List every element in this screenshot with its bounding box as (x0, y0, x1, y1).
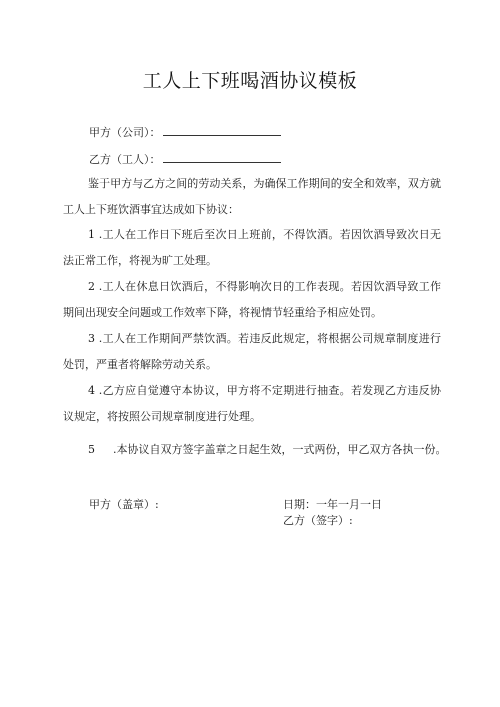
sign-date: 日期：一年一月一日 (283, 498, 382, 511)
sign-party-b: 乙方（签字）: (283, 514, 353, 527)
clause-5-text: .本协议自双方签字盖章之日起生效，一式两份，甲乙双方各执一份。 (113, 443, 447, 456)
party-a-blank (163, 124, 281, 136)
clause-5-number: 5 (88, 443, 95, 456)
party-a-line (89, 124, 281, 140)
document-title: 工人上下班喝酒协议模板 (142, 70, 358, 92)
clause-3: 3 .工人在工作期间严禁饮酒。若违反此规定，将根据公司规章制度进行处罚，严重者将解除劳动关系。 (63, 332, 441, 371)
clause-1: 1 .工人在工作日下班后至次日上班前，不得饮酒。若因饮酒导致次日无法正常工作，将视为旷工处理。 (63, 228, 441, 267)
clause-2: 2 .工人在休息日饮酒后，不得影响次日的工作表现。若因饮酒导致工作期间出现安全问题或工作效率下降，将视情节轻重给予相应处罚。 (63, 280, 441, 319)
party-b-line (89, 151, 281, 167)
party-a-label: 甲方（公司）： (89, 126, 161, 139)
party-b-blank (163, 151, 281, 163)
party-b-label: 乙方（工人）： (89, 153, 161, 166)
clause-4: 4 .乙方应自觉遵守本协议，甲方将不定期进行抽查。若发现乙方违反协议规定，将按照公司规章制度进行处理。 (63, 384, 441, 423)
clause-5 (88, 437, 458, 463)
intro-paragraph: 鉴于甲方与乙方之间的劳动关系，为确保工作期间的安全和效率，双方就工人上下班饮酒事宜达成如下协议： (63, 177, 441, 216)
sign-party-a: 甲方（盖章）: (89, 498, 159, 511)
